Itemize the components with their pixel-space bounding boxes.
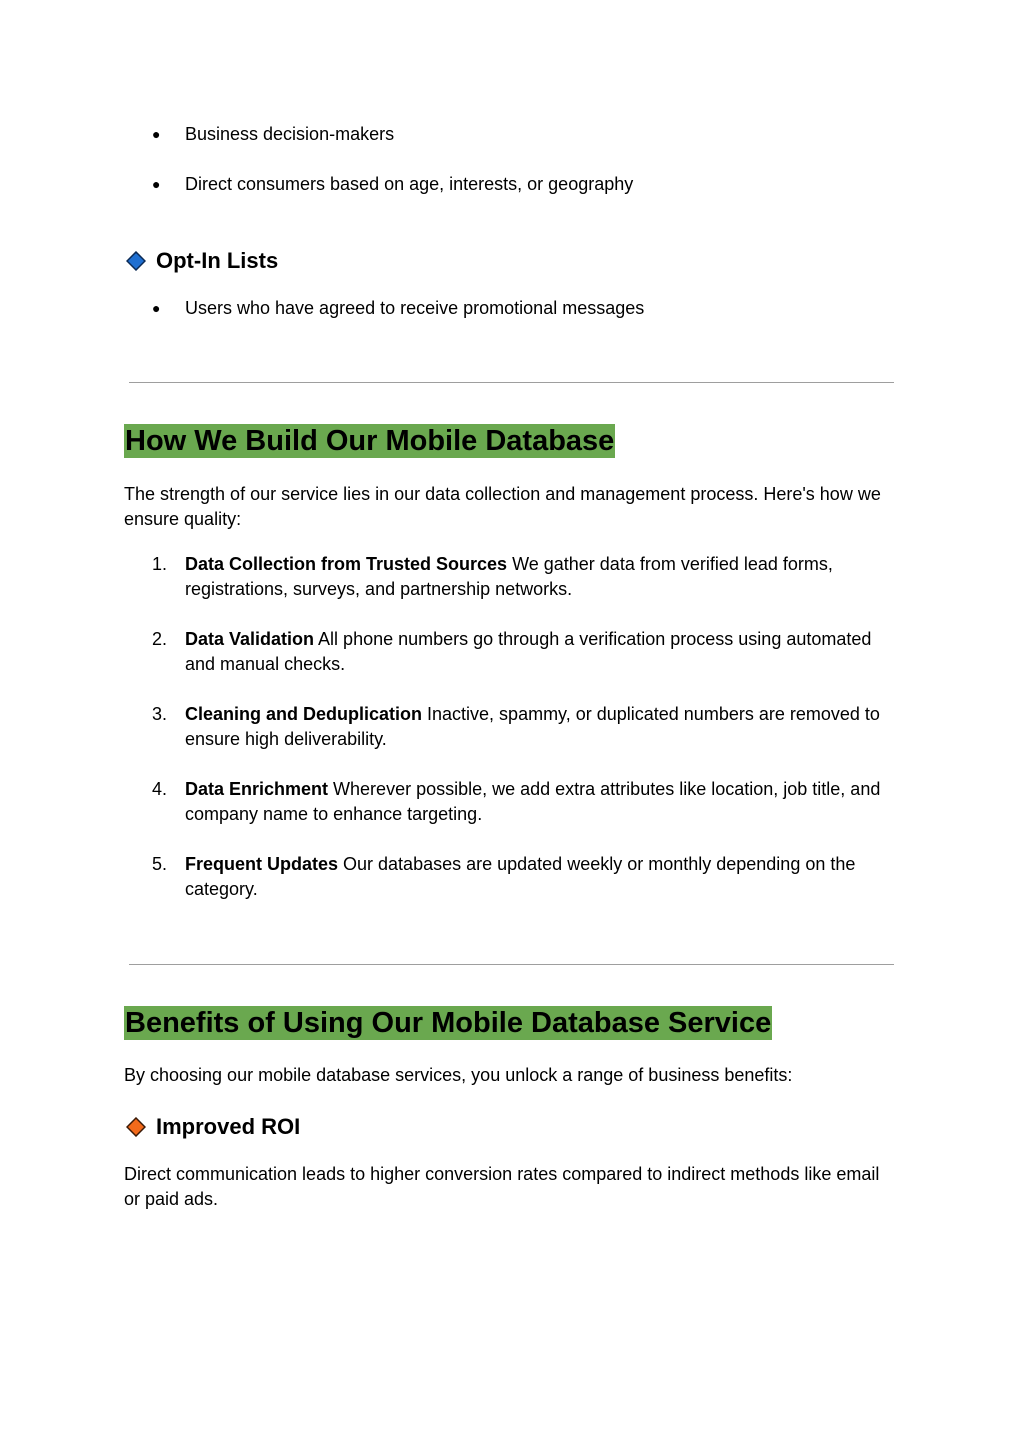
list-item xyxy=(152,122,394,147)
section-title-build: How We Build Our Mobile Database xyxy=(125,425,615,457)
numbered-step xyxy=(152,552,902,602)
step-title: Data Validation xyxy=(185,629,315,649)
step-text xyxy=(185,852,902,902)
step-text xyxy=(185,777,902,827)
step-description: Our databases are updated weekly or monthly depending on the category. xyxy=(185,854,856,899)
step-description: Inactive, spammy, or duplicated numbers are removed to ensure high deliverability. xyxy=(185,704,880,749)
step-description: Wherever possible, we add extra attributes like location, job title, and company name to enhance targeting. xyxy=(185,779,881,824)
improved-roi-heading xyxy=(126,1113,300,1141)
list-item-text: Users who have agreed to receive promotional messages xyxy=(185,298,645,318)
step-description: We gather data from verified lead forms, registrations, surveys, and partnership networks. xyxy=(185,554,833,599)
blue-diamond-icon xyxy=(126,251,146,271)
improved-roi-heading-text: Improved ROI xyxy=(156,1114,301,1139)
horizontal-divider xyxy=(129,964,894,965)
list-item xyxy=(152,296,644,321)
step-text xyxy=(185,552,902,602)
list-item-text: Direct consumers based on age, interests, or geography xyxy=(185,174,634,194)
bullet-marker: ● xyxy=(152,126,161,142)
step-number: 3. xyxy=(152,704,168,724)
step-number: 4. xyxy=(152,779,168,799)
horizontal-divider xyxy=(129,382,894,383)
step-title: Data Collection from Trusted Sources xyxy=(185,554,508,574)
numbered-step xyxy=(152,702,902,752)
opt-in-heading xyxy=(126,247,278,275)
orange-diamond-icon xyxy=(126,1117,146,1137)
numbered-step xyxy=(152,627,902,677)
numbered-step xyxy=(152,777,902,827)
bullet-marker: ● xyxy=(152,176,161,192)
build-intro-paragraph: The strength of our service lies in our data collection and management process. Here's how we ensure quality: xyxy=(124,484,881,529)
step-title: Frequent Updates xyxy=(185,854,339,874)
step-text xyxy=(185,627,902,677)
bullet-marker: ● xyxy=(152,300,161,316)
step-number: 1. xyxy=(152,554,168,574)
list-item-text: Business decision-makers xyxy=(185,124,395,144)
step-title: Cleaning and Deduplication xyxy=(185,704,423,724)
numbered-step xyxy=(152,852,902,902)
opt-in-heading-text: Opt-In Lists xyxy=(156,248,279,273)
improved-roi-paragraph: Direct communication leads to higher conversion rates compared to indirect methods like email or paid ads. xyxy=(124,1164,880,1209)
step-number: 2. xyxy=(152,629,168,649)
step-title: Data Enrichment xyxy=(185,779,329,799)
benefits-intro-paragraph: By choosing our mobile database services, you unlock a range of business benefits: xyxy=(124,1065,793,1085)
step-description: All phone numbers go through a verification process using automated and manual checks. xyxy=(185,629,872,674)
section-title-benefits: Benefits of Using Our Mobile Database Service xyxy=(125,1007,772,1039)
step-text xyxy=(185,702,902,752)
step-number: 5. xyxy=(152,854,168,874)
list-item xyxy=(152,172,633,197)
